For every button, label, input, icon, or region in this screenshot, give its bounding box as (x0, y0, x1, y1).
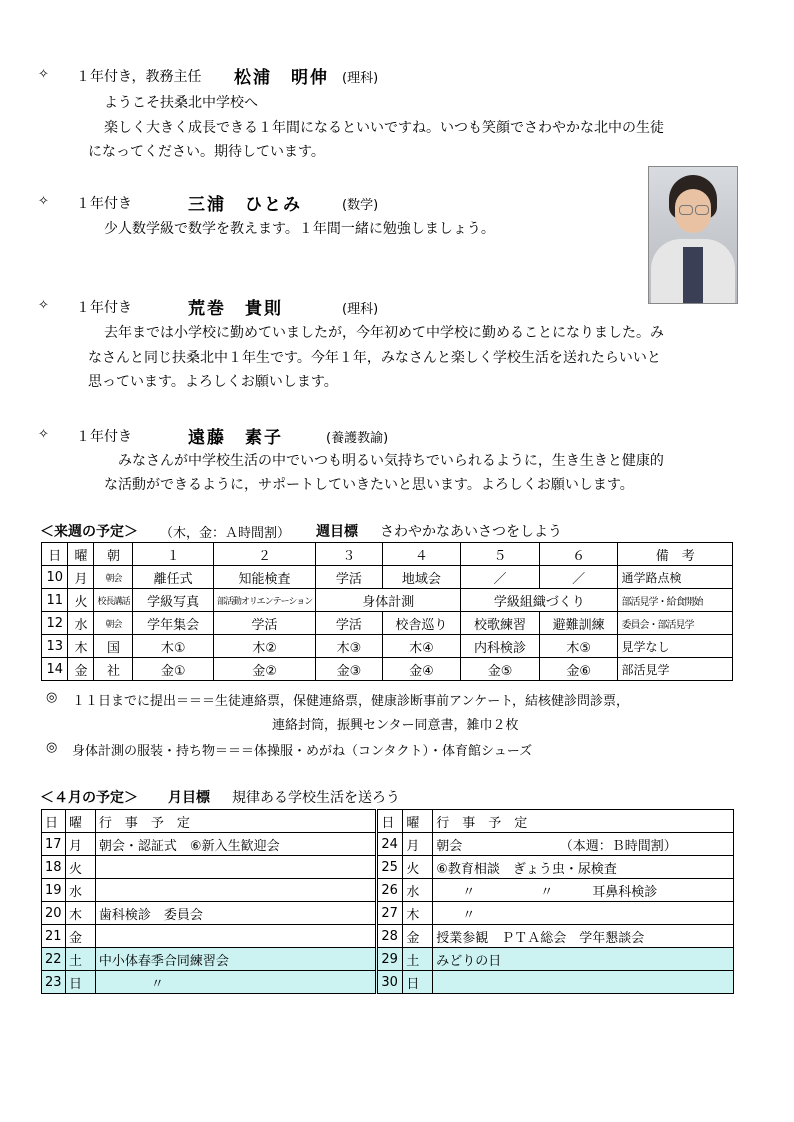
table-cell: 金① (133, 658, 213, 681)
table-cell: 内科検診 (461, 635, 540, 658)
teacher-message-line: 思っています。よろしくお願いします。 (88, 374, 338, 390)
table-cell: 授業参観 ＰＴＡ総会 学年懇談会 (433, 925, 734, 948)
table-cell: 火 (65, 856, 95, 879)
table-cell: 木④ (382, 635, 461, 658)
teacher-photo (648, 166, 738, 304)
table-cell: 19 (42, 879, 66, 902)
table-cell (95, 879, 376, 902)
table-cell: 27 (377, 902, 403, 925)
table-cell: 28 (377, 925, 403, 948)
table-cell: 金⑥ (539, 658, 618, 681)
teacher-grade: １年付き (76, 300, 132, 316)
table-cell: 22 (42, 948, 66, 971)
teacher-subject: (数学) (342, 198, 379, 213)
table-cell: 木⑤ (539, 635, 618, 658)
table-row (42, 658, 733, 681)
table-row (42, 902, 734, 925)
teacher-message-line: 去年までは小学校に勤めていましたが，今年初めて中学校に勤めることになりました。み (104, 325, 664, 341)
month-goal: 規律ある学校生活を送ろう (232, 790, 400, 806)
table-cell: 朝会 （本週：Ｂ時間割） (433, 833, 734, 856)
table-row (42, 635, 733, 658)
table-cell: 金④ (382, 658, 461, 681)
header-cell: 曜 (68, 543, 94, 566)
table-row (42, 833, 734, 856)
table-cell: 学活 (213, 612, 315, 635)
teacher-name: 荒巻 貴則 (188, 299, 283, 319)
diamond-icon: ✧ (38, 427, 49, 442)
table-row (42, 925, 734, 948)
week-goal: さわやかなあいさつをしよう (380, 524, 562, 540)
note-text: 身体計測の服装・持ち物＝＝＝体操服・めがね（コンタクト）・体育館シューズ (72, 744, 533, 759)
table-cell: 学級写真 (133, 589, 213, 612)
table-cell: 地域会 (382, 566, 461, 589)
table-cell: 知能検査 (213, 566, 315, 589)
teacher-message-line: になってください。期待しています。 (88, 144, 325, 160)
table-row (42, 856, 734, 879)
header-cell: 朝 (94, 543, 133, 566)
header-cell: ２ (213, 543, 315, 566)
table-cell: 18 (42, 856, 66, 879)
bullet-mark: ◎ (46, 740, 58, 755)
teacher-grade: １年付き (76, 429, 132, 445)
table-cell (95, 856, 376, 879)
table-row (42, 612, 733, 635)
table-cell: ／ (539, 566, 618, 589)
table-cell: 朝会 (94, 612, 133, 635)
table-cell: 水 (65, 879, 95, 902)
table-cell: 土 (403, 948, 433, 971)
note-text: 連絡封筒，振興センター同意書，雑巾２枚 (272, 718, 519, 733)
teacher-message-line: 楽しく大きく成長できる１年間になるといいですね。いつも笑顔でさわやかな北中の生徒 (104, 120, 664, 136)
table-cell: 13 (42, 635, 68, 658)
diamond-icon: ✧ (38, 194, 49, 209)
header-cell: 曜 (403, 810, 433, 833)
table-cell: 月 (403, 833, 433, 856)
table-cell: 身体計測 (316, 589, 461, 612)
table-cell: 17 (42, 833, 66, 856)
table-cell: 学年集会 (133, 612, 213, 635)
table-cell: 26 (377, 879, 403, 902)
table-cell: 国 (94, 635, 133, 658)
table-cell: 日 (403, 971, 433, 994)
table-cell: 20 (42, 902, 66, 925)
teacher-name: 三浦 ひとみ (188, 195, 302, 215)
table-row (42, 879, 734, 902)
table-cell: 水 (403, 879, 433, 902)
table-cell: 金 (403, 925, 433, 948)
diamond-icon: ✧ (38, 298, 49, 313)
table-header-row (42, 543, 733, 566)
table-cell: 〃 (95, 971, 376, 994)
teacher-message-line: な活動ができるように，サポートしていきたいと思います。よろしくお願いします。 (104, 477, 634, 493)
header-cell: ４ (382, 543, 461, 566)
table-row (42, 566, 733, 589)
table-cell: 〃 〃 耳鼻科検診 (433, 879, 734, 902)
header-cell: 備 考 (618, 543, 733, 566)
teacher-message-line: みなさんが中学校生活の中でいつも明るい気持ちでいられるように，生き生きと健康的 (118, 453, 664, 469)
table-cell: 11 (42, 589, 68, 612)
table-cell: 金 (65, 925, 95, 948)
week-heading: ＜来週の予定＞ (40, 524, 138, 540)
table-cell: 校舎巡り (382, 612, 461, 635)
table-cell: 朝会・認証式 ⑥新入生歓迎会 (95, 833, 376, 856)
table-cell: みどりの日 (433, 948, 734, 971)
teacher-subject: (養護教諭) (326, 431, 389, 446)
table-cell: 25 (377, 856, 403, 879)
table-cell: 木 (403, 902, 433, 925)
teacher-grade: １年付き，教務主任 (76, 69, 202, 85)
table-cell: ／ (461, 566, 540, 589)
table-cell: 日 (65, 971, 95, 994)
month-heading: ＜４月の予定＞ (40, 790, 138, 806)
table-row (42, 948, 734, 971)
table-cell: 学活 (316, 612, 382, 635)
table-cell: 校長講話 (94, 589, 133, 612)
table-cell: 委員会・部活見学 (618, 612, 733, 635)
table-cell: 10 (42, 566, 68, 589)
table-cell: 21 (42, 925, 66, 948)
table-cell: 29 (377, 948, 403, 971)
table-cell: 見学なし (618, 635, 733, 658)
table-cell: 中小体春季合同練習会 (95, 948, 376, 971)
header-cell: ５ (461, 543, 540, 566)
table-cell: 12 (42, 612, 68, 635)
table-cell: ⑥教育相談 ぎょう虫・尿検査 (433, 856, 734, 879)
teacher-name: 遠藤 素子 (188, 428, 283, 448)
header-cell: 行 事 予 定 (95, 810, 376, 833)
table-cell: 火 (403, 856, 433, 879)
table-cell: 離任式 (133, 566, 213, 589)
table-cell: 月 (65, 833, 95, 856)
header-cell: 行 事 予 定 (433, 810, 734, 833)
weekly-schedule-table (41, 542, 733, 681)
table-cell: 金③ (316, 658, 382, 681)
table-cell: 月 (68, 566, 94, 589)
table-cell: 木 (65, 902, 95, 925)
week-goal-label: 週目標 (316, 524, 358, 540)
teacher-subject: (理科) (342, 302, 379, 317)
header-cell: ３ (316, 543, 382, 566)
table-cell: 木③ (316, 635, 382, 658)
table-cell: 金 (68, 658, 94, 681)
table-cell: 通学路点検 (618, 566, 733, 589)
teacher-subject: (理科) (342, 71, 379, 86)
table-cell: 部活動オリエンテーション (213, 589, 315, 612)
table-cell: 火 (68, 589, 94, 612)
table-cell: 金⑤ (461, 658, 540, 681)
teacher-message-line: ようこそ扶桑北中学校へ (104, 95, 258, 111)
bullet-mark: ◎ (46, 690, 58, 705)
week-note: （木，金：Ａ時間割） (160, 526, 291, 541)
table-cell: 歯科検診 委員会 (95, 902, 376, 925)
header-cell: ６ (539, 543, 618, 566)
table-cell: 水 (68, 612, 94, 635)
table-cell: 部活見学 (618, 658, 733, 681)
month-goal-label: 月目標 (168, 790, 210, 806)
table-cell (433, 971, 734, 994)
diamond-icon: ✧ (38, 67, 49, 82)
table-row (42, 971, 734, 994)
table-cell: 〃 (433, 902, 734, 925)
monthly-schedule-table (41, 809, 734, 994)
table-cell: 土 (65, 948, 95, 971)
teacher-name: 松浦 明伸 (234, 68, 329, 88)
table-cell: 社 (94, 658, 133, 681)
table-cell: 木① (133, 635, 213, 658)
header-cell: 曜 (65, 810, 95, 833)
header-cell: 日 (377, 810, 403, 833)
table-cell: 部活見学・給食開始 (618, 589, 733, 612)
table-cell: 24 (377, 833, 403, 856)
table-cell: 学活 (316, 566, 382, 589)
table-row (42, 589, 733, 612)
table-cell: 木② (213, 635, 315, 658)
teacher-message-line: なさんと同じ扶桑北中１年生です。今年１年，みなさんと楽しく学校生活を送れたらいいと (88, 350, 661, 366)
table-cell: 学級組織づくり (461, 589, 618, 612)
header-cell: 日 (42, 543, 68, 566)
header-cell: 日 (42, 810, 66, 833)
table-cell: 朝会 (94, 566, 133, 589)
header-cell: １ (133, 543, 213, 566)
table-header-row (42, 810, 734, 833)
note-text: １１日までに提出＝＝＝生徒連絡票，保健連絡票，健康診断事前アンケート，結核健診問診票， (72, 694, 630, 709)
table-cell: 校歌練習 (461, 612, 540, 635)
table-cell: 金② (213, 658, 315, 681)
table-cell: 23 (42, 971, 66, 994)
teacher-grade: １年付き (76, 196, 132, 212)
table-cell: 30 (377, 971, 403, 994)
table-cell: 避難訓練 (539, 612, 618, 635)
teacher-message-line: 少人数学級で数学を教えます。１年間一緒に勉強しましょう。 (104, 221, 495, 237)
table-cell: 14 (42, 658, 68, 681)
table-cell (95, 925, 376, 948)
table-cell: 木 (68, 635, 94, 658)
